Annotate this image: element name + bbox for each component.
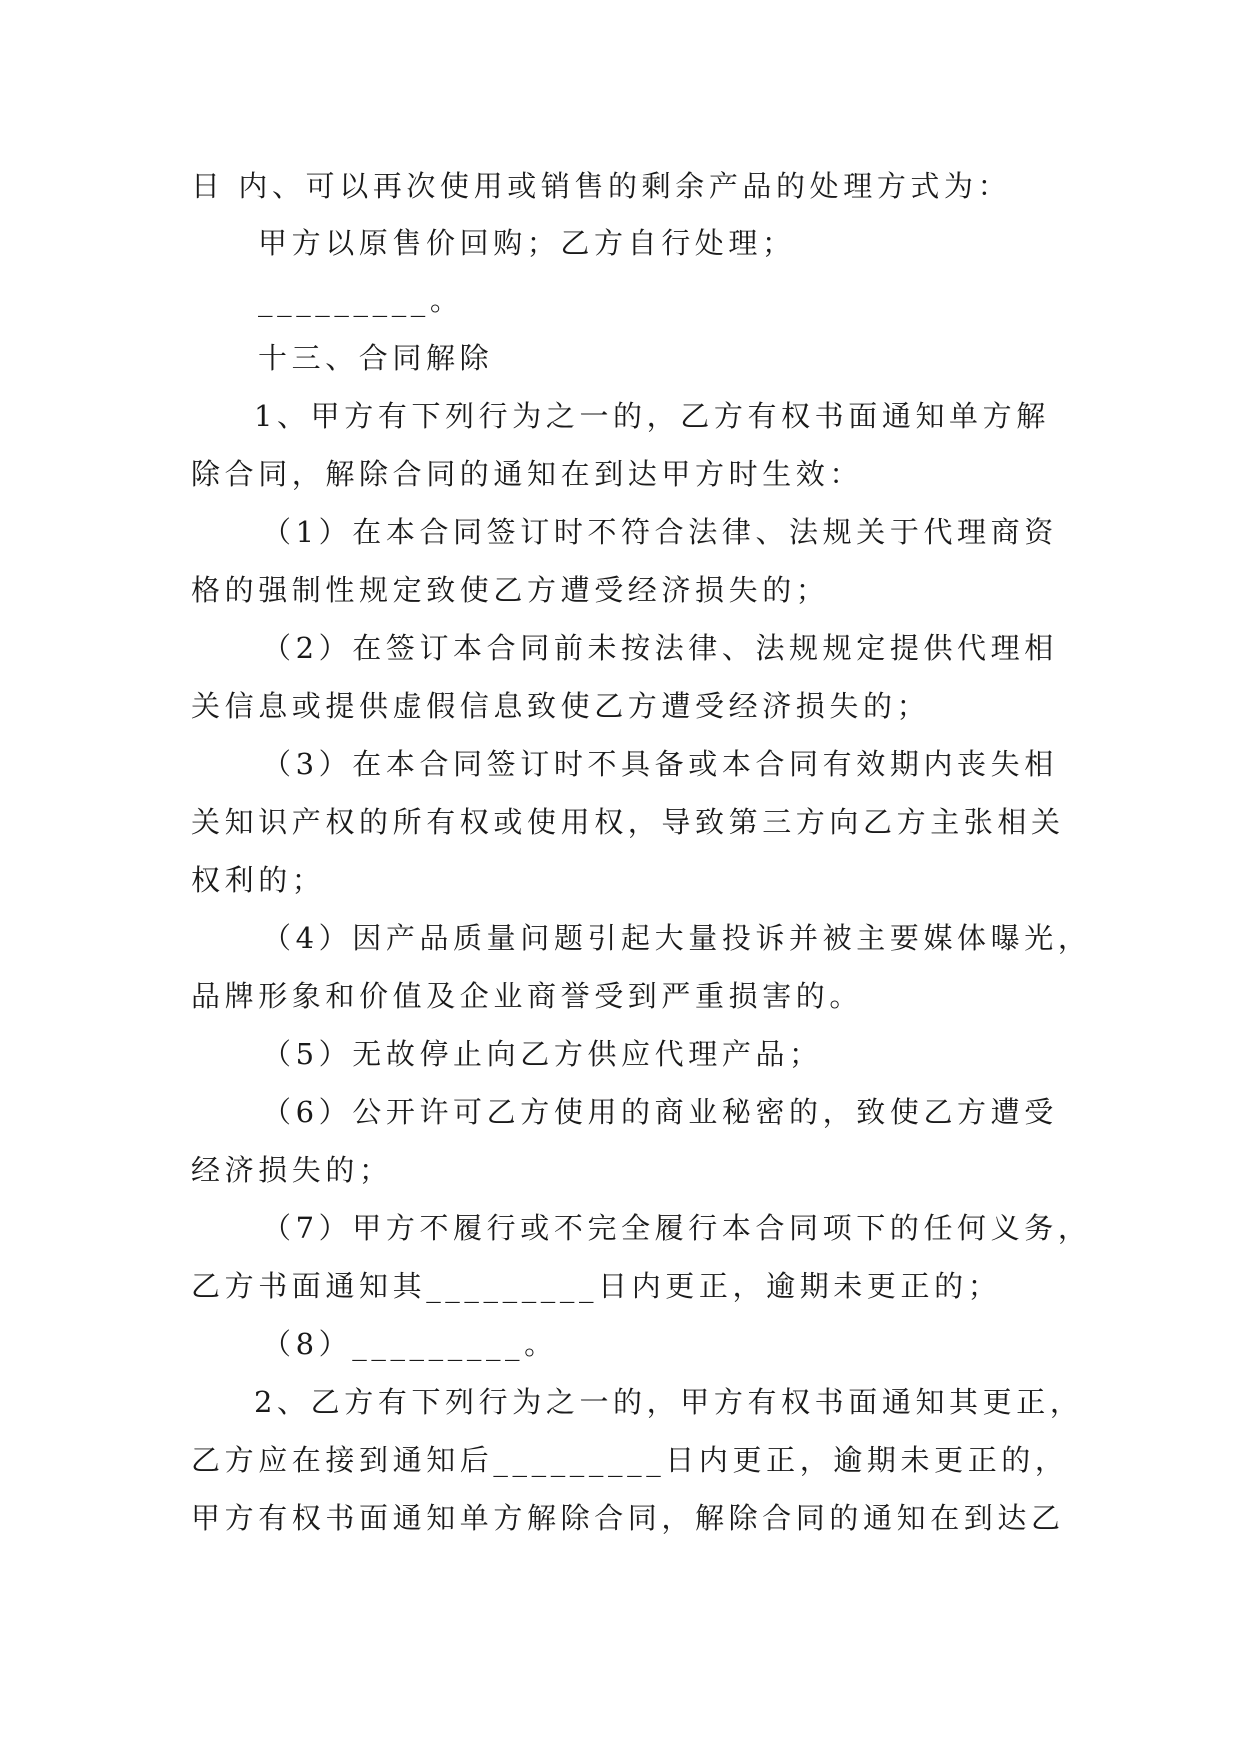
clause-item: 格的强制性规定致使乙方遭受经济损失的； [191, 573, 830, 607]
clause-item: （8）_________。 [262, 1327, 558, 1361]
clause-item: 品牌形象和价值及企业商誉受到严重损害的。 [191, 979, 864, 1013]
clause-line: 2、乙方有下列行为之一的，甲方有权书面通知其更正， [254, 1385, 1084, 1419]
paragraph-line: 日 内、可以再次使用或销售的剩余产品的处理方式为： [191, 169, 1012, 203]
clause-item: 关知识产权的所有权或使用权，导致第三方向乙方主张相关 [191, 805, 1065, 839]
clause-item: （1）在本合同签订时不符合法律、法规关于代理商资 [262, 515, 1058, 549]
paragraph-line: 甲方以原售价回购；乙方自行处理； [258, 226, 796, 260]
clause-line: 1、甲方有下列行为之一的，乙方有权书面通知单方解 [254, 399, 1050, 433]
clause-item: 关信息或提供虚假信息致使乙方遭受经济损失的； [191, 689, 931, 723]
clause-item: （3）在本合同签订时不具备或本合同有效期内丧失相 [262, 747, 1058, 781]
clause-item: （4）因产品质量问题引起大量投诉并被主要媒体曝光， [262, 921, 1092, 955]
clause-line: 甲方有权书面通知单方解除合同，解除合同的通知在到达乙 [191, 1501, 1065, 1535]
clause-item: 权利的； [191, 863, 326, 897]
section-heading: 十三、合同解除 [258, 341, 494, 375]
clause-item: 乙方书面通知其_________日内更正，逾期未更正的； [191, 1269, 1002, 1303]
clause-item: （5）无故停止向乙方供应代理产品； [262, 1037, 823, 1071]
clause-item: （7）甲方不履行或不完全履行本合同项下的任何义务， [262, 1211, 1092, 1245]
clause-item: （6）公开许可乙方使用的商业秘密的，致使乙方遭受 [262, 1095, 1058, 1129]
clause-line: 乙方应在接到通知后_________日内更正，逾期未更正的， [191, 1443, 1069, 1477]
clause-item: 经济损失的； [191, 1153, 393, 1187]
clause-line: 除合同，解除合同的通知在到达甲方时生效： [191, 457, 864, 491]
clause-item: （2）在签订本合同前未按法律、法规规定提供代理相 [262, 631, 1058, 665]
blank-line: _________。 [258, 283, 464, 317]
